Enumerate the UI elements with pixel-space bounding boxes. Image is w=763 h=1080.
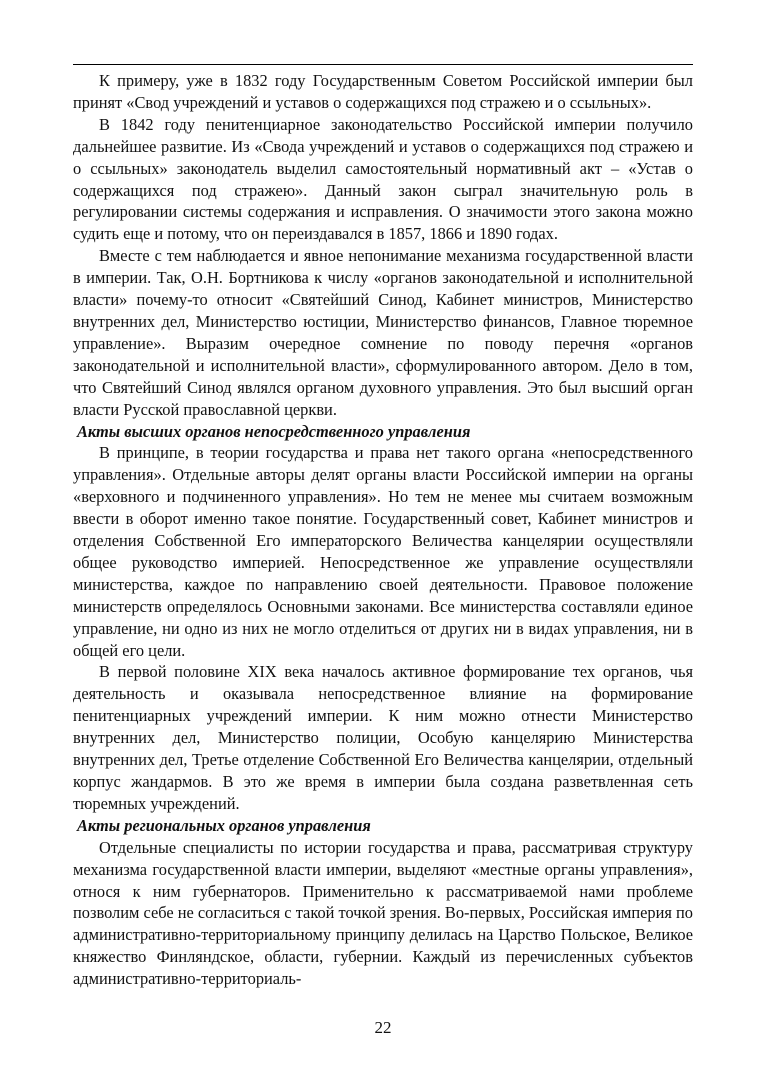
paragraph: В 1842 году пенитенциарное законодательство Российской империи получило дальнейшее развитие. Из «Свода учреждений и уставов о содержащихся под стражею и о ссыльных» законодатель выделил самостоятельный нормативный акт – «Устав о содержащихся под стражею». Данный закон сыграл значительную роль в регулировании системы содержания и исправления. О значимости этого закона можно судить еще и потому, что он переиздавался в 1857, 1866 и 1890 годах. xyxy=(73,114,693,244)
section-heading: Акты региональных органов управления xyxy=(77,815,371,835)
section-heading: Акты высших органов непосредственного управления xyxy=(77,421,471,441)
paragraph: К примеру, уже в 1832 году Государственным Советом Российской империи был принят «Свод учреждений и уставов о содержащихся под стражею и о ссыльных». xyxy=(73,71,693,112)
paragraph: Отдельные специалисты по истории государства и права, рассматривая структуру механизма государственной власти империи, выделяют «местные органы управления», относя к ним губернаторов. Применительно к рассматриваемой нами проблеме позволим себе не согласиться с такой точкой зрения. Во-первых, Российская империя по административно-территориальному принципу делилась на Царство Польское, Великое княжество Финляндское, области, губернии. Каждый из перечисленных субъектов административно-территориаль- xyxy=(73,837,693,989)
page-number: 22 xyxy=(374,1018,392,1037)
paragraph: В принципе, в теории государства и права нет такого органа «непосредственного управления». Отдельные авторы делят органы власти Российской империи на органы «верховного и подчиненного управления». Но тем не менее мы считаем возможным ввести в оборот именно такое понятие. Государственный совет, Кабинет министров и отделения Собственной Его императорского Величества канцелярии осуществляли общее руководство империей. Непосредственное же управление осуществляли министерства, каждое по направлению своей деятельности. Правовое положение министерств определялось Основными законами. Все министерства составляли единое управление, ни одно из них не могло отделиться от других ни в видах управления, ни в общей его цели. xyxy=(73,443,693,660)
document-page xyxy=(73,0,693,1080)
body-text xyxy=(73,70,693,990)
header-rule xyxy=(73,64,693,65)
paragraph: Вместе с тем наблюдается и явное непонимание механизма государственной власти в империи. Так, О.Н. Бортникова к числу «органов законодательной и исполнительной власти» почему-то относит «Святейший Синод, Кабинет министров, Министерство внутренних дел, Министерство юстиции, Министерство финансов, Главное тюремное управление». Выразим очередное сомнение по поводу перечня «органов законодательной и исполнительной власти», сформулированного автором. Дело в том, что Святейший Синод являлся органом духовного управления. Это был высший орган власти Русской православной церкви. xyxy=(73,246,693,419)
paragraph: В первой половине XIX века началось активное формирование тех органов, чья деятельность и оказывала непосредственное влияние на формирование пенитенциарных учреждений империи. К ним можно отнести Министерство внутренних дел, Министерство полиции, Особую канцелярию Министерства внутренних дел, Третье отделение Собственной Его Величества канцелярии, отдельный корпус жандармов. В это же время в империи была создана разветвленная сеть тюремных учреждений. xyxy=(73,662,693,813)
